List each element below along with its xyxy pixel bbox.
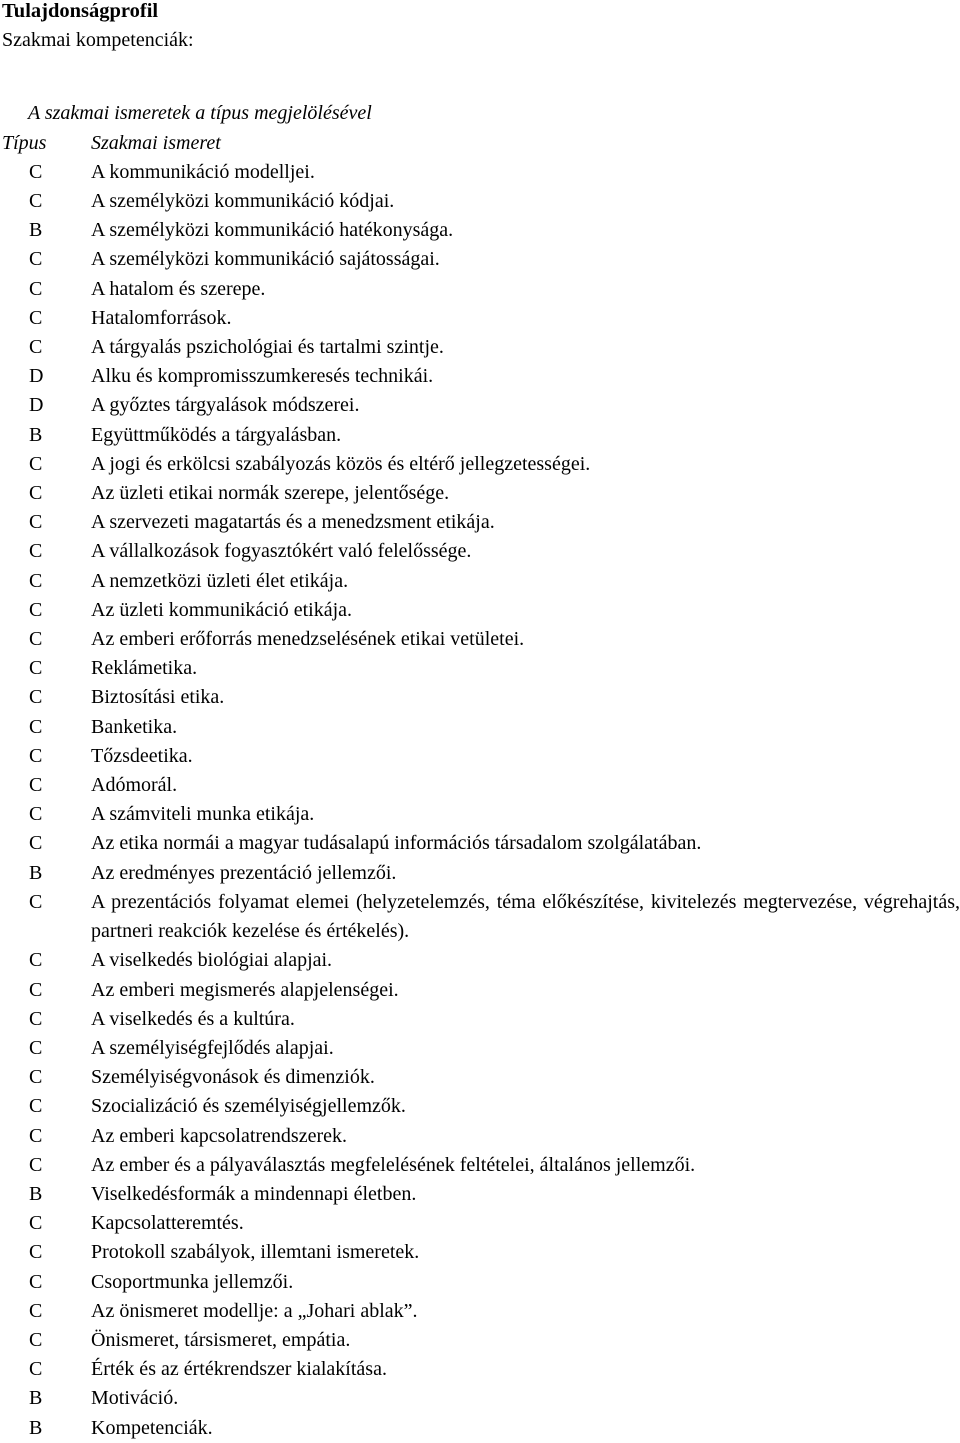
type-cell: C (29, 1153, 43, 1176)
table-row (2, 859, 960, 888)
spacer (2, 55, 960, 99)
column-header-type: Típus (2, 131, 47, 154)
type-cell: B (29, 219, 43, 242)
table-row (2, 888, 960, 946)
table-row (2, 479, 960, 508)
knowledge-cell: A prezentációs folyamat elemei (helyzetelemzés, téma előkészítése, kivitelezés megtervezése, végrehajtás, partneri reakciók kezelése és értékelés). (91, 890, 960, 943)
knowledge-cell: A szervezeti magatartás és a menedzsment etikája. (91, 511, 495, 534)
type-cell: C (29, 482, 43, 505)
type-cell: C (29, 306, 43, 329)
table-row (2, 1180, 960, 1209)
type-cell: C (29, 890, 43, 913)
knowledge-cell: A hatalom és szerepe. (91, 277, 266, 300)
type-cell: C (29, 1007, 43, 1030)
table-row (2, 1238, 960, 1267)
type-cell: B (29, 423, 43, 446)
knowledge-cell: A nemzetközi üzleti élet etikája. (91, 569, 349, 592)
type-cell: C (29, 832, 43, 855)
table-row (2, 508, 960, 537)
knowledge-cell: A viselkedés és a kultúra. (91, 1007, 295, 1030)
table-row (2, 742, 960, 771)
type-cell: C (29, 1299, 43, 1322)
knowledge-cell: Önismeret, társismeret, empátia. (91, 1328, 351, 1351)
table-row (2, 1355, 960, 1384)
table-row (2, 362, 960, 391)
knowledge-cell: A vállalkozások fogyasztókért való felelőssége. (91, 540, 472, 563)
knowledge-cell: A viselkedés biológiai alapjai. (91, 949, 333, 972)
table-row (2, 1092, 960, 1121)
table-row (2, 187, 960, 216)
type-cell: C (29, 1124, 43, 1147)
page-title: Tulajdonságprofil (2, 0, 159, 22)
knowledge-cell: A számviteli munka etikája. (91, 803, 315, 826)
type-cell: C (29, 803, 43, 826)
knowledge-cell: A személyközi kommunikáció sajátosságai. (91, 248, 440, 271)
type-cell: C (29, 774, 43, 797)
type-cell: B (29, 1387, 43, 1410)
type-cell: C (29, 569, 43, 592)
type-cell: C (29, 1358, 43, 1381)
table-row (2, 800, 960, 829)
knowledge-cell: Az emberi kapcsolatrendszerek. (91, 1124, 347, 1147)
table-header (2, 129, 960, 158)
knowledge-cell: Az üzleti etikai normák szerepe, jelentősége. (91, 482, 450, 505)
table-row (2, 1005, 960, 1034)
table-row (2, 275, 960, 304)
type-cell: C (29, 715, 43, 738)
table-row (2, 976, 960, 1005)
table-row (2, 304, 960, 333)
type-cell: C (29, 336, 43, 359)
table-row (2, 683, 960, 712)
knowledge-cell: Motiváció. (91, 1387, 179, 1410)
knowledge-cell: A jogi és erkölcsi szabályozás közös és eltérő jellegzetességei. (91, 452, 591, 475)
type-cell: C (29, 657, 43, 680)
knowledge-cell: Az üzleti kommunikáció etikája. (91, 598, 353, 621)
table-row (2, 946, 960, 975)
knowledge-cell: Az ember és a pályaválasztás megfelelésének feltételei, általános jellemzői. (91, 1153, 696, 1176)
type-cell: C (29, 540, 43, 563)
type-cell: C (29, 1212, 43, 1235)
type-cell: D (29, 365, 44, 388)
knowledge-cell: Az emberi megismerés alapjelenségei. (91, 978, 399, 1001)
knowledge-cell: A kommunikáció modelljei. (91, 160, 315, 183)
table-row (2, 654, 960, 683)
table-row (2, 391, 960, 420)
table-row (2, 567, 960, 596)
knowledge-cell: Protokoll szabályok, illemtani ismeretek. (91, 1241, 420, 1264)
table-caption: A szakmai ismeretek a típus megjelölésével (28, 102, 372, 125)
type-cell: C (29, 1241, 43, 1264)
knowledge-cell: Kapcsolatteremtés. (91, 1212, 244, 1235)
table-row (2, 245, 960, 274)
knowledge-cell: A személyközi kommunikáció hatékonysága. (91, 219, 454, 242)
table-row (2, 158, 960, 187)
knowledge-cell: A tárgyalás pszichológiai és tartalmi szintje. (91, 336, 444, 359)
table-row (2, 1326, 960, 1355)
table-row (2, 1414, 960, 1443)
type-cell: C (29, 1066, 43, 1089)
knowledge-cell: Kompetenciák. (91, 1416, 213, 1439)
type-cell: C (29, 744, 43, 767)
type-cell: C (29, 452, 43, 475)
table-row (2, 1063, 960, 1092)
table-row (2, 1297, 960, 1326)
table-row (2, 1209, 960, 1238)
table-row (2, 713, 960, 742)
knowledge-cell: Tőzsdeetika. (91, 744, 193, 767)
table-row (2, 1034, 960, 1063)
table-row (2, 829, 960, 858)
table-row (2, 1268, 960, 1297)
type-cell: C (29, 1036, 43, 1059)
knowledge-cell: A személyközi kommunikáció kódjai. (91, 190, 395, 213)
knowledge-cell: Reklámetika. (91, 657, 198, 680)
knowledge-cell: Hatalomforrások. (91, 306, 232, 329)
knowledge-cell: Banketika. (91, 715, 178, 738)
knowledge-cell: Érték és az értékrendszer kialakítása. (91, 1358, 387, 1381)
knowledge-cell: Az önismeret modellje: a „Johari ablak”. (91, 1299, 418, 1322)
table-row (2, 421, 960, 450)
table-row (2, 333, 960, 362)
knowledge-cell: Viselkedésformák a mindennapi életben. (91, 1182, 417, 1205)
type-cell: B (29, 861, 43, 884)
knowledge-cell: Adómorál. (91, 774, 178, 797)
table-row (2, 216, 960, 245)
type-cell: B (29, 1416, 43, 1439)
knowledge-cell: A személyiségfejlődés alapjai. (91, 1036, 334, 1059)
table-row (2, 1151, 960, 1180)
table-row (2, 1122, 960, 1151)
knowledge-cell: A győztes tárgyalások módszerei. (91, 394, 360, 417)
page-subtitle: Szakmai kompetenciák: (2, 29, 194, 52)
type-cell: C (29, 160, 43, 183)
knowledge-cell: Személyiségvonások és dimenziók. (91, 1066, 375, 1089)
table-row (2, 1384, 960, 1413)
type-cell: C (29, 628, 43, 651)
type-cell: C (29, 1270, 43, 1293)
knowledge-cell: Szocializáció és személyiségjellemzők. (91, 1095, 406, 1118)
type-cell: C (29, 978, 43, 1001)
type-cell: C (29, 277, 43, 300)
table-row (2, 537, 960, 566)
knowledge-cell: Biztosítási etika. (91, 686, 225, 709)
table-row (2, 450, 960, 479)
type-cell: C (29, 686, 43, 709)
column-header-knowledge: Szakmai ismeret (91, 131, 221, 154)
knowledge-cell: Csoportmunka jellemzői. (91, 1270, 294, 1293)
type-cell: C (29, 511, 43, 534)
type-cell: C (29, 1095, 43, 1118)
knowledge-table-body (2, 158, 960, 1443)
type-cell: C (29, 248, 43, 271)
type-cell: D (29, 394, 44, 417)
type-cell: C (29, 190, 43, 213)
type-cell: C (29, 1328, 43, 1351)
type-cell: C (29, 598, 43, 621)
table-row (2, 625, 960, 654)
type-cell: C (29, 949, 43, 972)
knowledge-cell: Az etika normái a magyar tudásalapú információs társadalom szolgálatában. (91, 832, 702, 855)
knowledge-cell: Együttműködés a tárgyalásban. (91, 423, 342, 446)
knowledge-cell: Alku és kompromisszumkeresés technikái. (91, 365, 434, 388)
table-row (2, 596, 960, 625)
knowledge-cell: Az emberi erőforrás menedzselésének etikai vetületei. (91, 628, 525, 651)
knowledge-cell: Az eredményes prezentáció jellemzői. (91, 861, 397, 884)
table-row (2, 771, 960, 800)
type-cell: B (29, 1182, 43, 1205)
